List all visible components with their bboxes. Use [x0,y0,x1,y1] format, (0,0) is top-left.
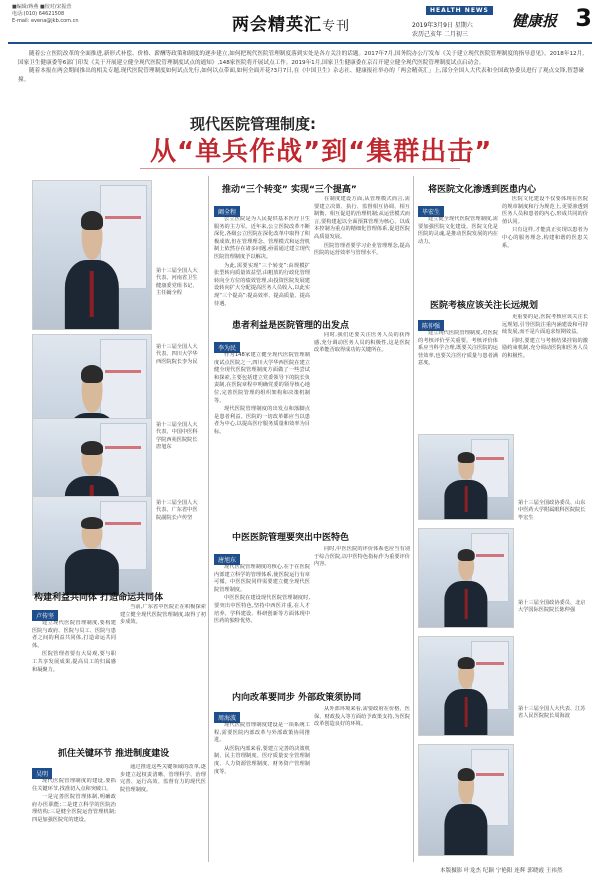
article-paragraph: 同时,我们还要关注医务人员的获得感,充分调动医务人员的积极性,这是医院改革能否取得成功的关键所在。 [314,332,410,354]
article-column [120,604,206,740]
section-title-sub: 专刊 [322,19,351,34]
masthead-contact [12,4,162,25]
issue-date-lunar: 农历己亥年 二月初三 [412,31,468,38]
article-paragraph: 从外部环境来看,需要政府在价格、医保、财政投入等方面给予政策支持,为医院改革创造良好的环境。 [314,706,410,728]
section-heading: 推动“三个转变” 实现“三个提高” [222,185,357,195]
section-heading: 抓住关键环节 推进制度建设 [58,749,170,759]
photo-credits [440,866,563,874]
article-paragraph: 只有这样,才能真正实现以患者为中心的服务理念,构建和谐的医患关系。 [502,227,588,249]
author-byline: 吴明 [32,768,52,779]
article-column [214,564,310,682]
photo-caption: 第十三届全国政协委员、北京大学国际医院院长陈仲强 [518,600,586,614]
article-column [214,216,310,312]
page-number: 3 [575,4,592,32]
column-divider [208,176,209,862]
article-paragraph: 现代医院管理制度的核心,在于在医院内部建立科学的管理体系,使医院运行有章可循。中医医院同样需要建立健全现代医院管理制度。 [214,564,310,593]
article-paragraph: 公立医院是为人民提供基本医疗卫生服务的主力军。近年来,公立医院改革不断深化,各级公立医院在深化改革中取得了积极成效,但在管理理念、管理模式和运营机制上依然存在诸多问题,亟需通过建立现代医院管理制度予以解决。 [214,216,310,260]
newspaper-logo: 健康报 [512,12,558,30]
portrait-photo [418,528,514,628]
article-column [314,196,410,312]
article-paragraph: 建立现代医院管理制度,对医院的考核评价至关重要。考核评价体系应当科学合理,既要关注医院的运营效率,也要关注医疗质量与患者满意度。 [418,330,498,367]
issue-date-main: 2019年3月9日 星期六 [412,22,473,29]
author-byline: 李为民 [214,342,240,353]
photo-caption: 第十三届全国政协委员、山东中医药大学附属眼科医院院长毕宏生 [518,500,586,521]
article-column [32,778,116,860]
headline-kicker: 现代医院管理制度: [190,115,316,133]
masthead-brand-block [392,4,592,40]
main-headline: 从“单兵作战”到“集群出击” [150,137,493,167]
article-column [502,196,588,292]
issue-date [412,20,473,38]
section-heading: 医院考核应该关注长远规划 [430,301,539,311]
article-column [314,332,410,522]
section-title-main: 两会精英汇 [232,15,322,35]
masthead [0,0,600,46]
photo-caption: 第十三届全国人大代表、江苏省人民医院院长周海波 [518,706,586,720]
author-byline: 陈仲强 [418,320,444,331]
health-news-tag: HEALTH NEWS [426,6,493,15]
photo-caption: 第十三届全国人大代表、四川大学华西医院院长李为民 [156,344,198,365]
photo-caption: 第十三届全国人大代表、中国中医科学院西苑医院院长唐旭东 [156,422,198,451]
article-paragraph: 在制度建设方面,从管理模式而言,需要建立决策、执行、监督相互协调、相互制衡、相互促进的治理机制;从运营模式而言,要构建起以全面预算管理为核心、以成本控制为重点的精细化管理体系,促进医院高质量发展。 [314,196,410,240]
editor-line: ■编辑/蒋燕 ■校对/宋振营 [12,4,72,10]
article-column [314,706,410,860]
column-divider [413,176,414,862]
article-paragraph: 现代医院管理制度建设是一项系统工程,需要医院内部改革与外部政策协同推进。 [214,722,310,744]
email-line: E-mail: evena@jkb.com.cn [12,18,79,24]
portrait-photo [418,744,514,856]
author-byline: 卢传坚 [32,610,58,621]
article-column [120,764,206,860]
article-paragraph: 同时,中医医院的评价体系也应当有别于综合医院,以中医特色指标作为重要评价内容。 [314,546,410,568]
person-figure [444,453,487,519]
article-paragraph: 现代医院管理制度的建设,要抓住关键环节,找准切入点和突破口。 [32,778,116,792]
intro-paragraph: 随着公立医院改革的全面推进,新形式补偿、价格、薪酬等政策和制度的逐步建立,如何把现代医院管理制度落到实处是各方关注的话题。2017年7月,国务院办公厅发布《关于建立现代医院管理制度的指导意见》。2018年12月,国家卫生健康委等6部门印发《关于开展建立健全现代医院管理制度试点的通知》,148家医院将开展试点工作。2019年1月,国家卫生健康委在京召开建立健全现代医院管理制度试点启动会。 [18,51,584,66]
portrait-photo [418,636,514,736]
intro-paragraph: 随着本报在两会期间推出的相关专题,现代医院管理制度如何试点先行,如何以点带面,如何全面开花?3月7日,在《中国卫生》杂志社、健康报社举办的「两会精英汇」上,部分全国人大代表和全国政协委员进行了观点交锋,智慧碰撞。 [18,68,584,83]
portrait-photo [32,180,152,330]
article-paragraph: 医院文化建设不仅要体现在医院的规章制度和行为规范上,更要渗透到医务人员和患者的内心,形成共同的价值认同。 [502,196,588,225]
author-byline: 毕宏生 [418,206,444,217]
article-column [314,546,410,682]
photo-credits-label: 本版摄影 [440,868,463,874]
article-column [214,722,310,860]
article-column [502,314,588,430]
section-heading: 中医医院管理要突出中医特色 [232,533,350,543]
section-heading: 患者利益是医院管理的出发点 [232,321,350,331]
article-paragraph: 医院管理者要学习企业管理理念,提高医院的运营效率与管理水平。 [314,242,410,257]
article-paragraph: 更重要的是,医院考核应该关注长远规划,引导医院注重内涵建设和可持续发展,而不是片面追求短期效益。 [502,314,588,336]
author-byline: 唐旭东 [214,554,240,565]
portrait-photo [32,496,152,596]
article-paragraph: 一是完善医院管理体制,明确政府办医职能;二是建立科学的医院治理结构;三是健全医院运营管理机制;四是加强医院党的建设。 [32,794,116,823]
article-column [32,620,116,740]
article-column [418,216,498,292]
section-heading: 将医院文化渗透到医患内心 [428,185,537,195]
phone-line: 电话:(010) 64621508 [12,11,65,17]
section-heading: 构建利益共同体 打造命运共同体 [34,593,164,603]
person-figure [444,769,487,855]
photo-caption: 第十三届全国人大代表、河南省卫生健康委党组书记、主任阚全程 [156,268,198,297]
photo-caption: 第十三届全国人大代表、广东省中医院副院长卢传坚 [156,500,198,521]
article-paragraph: 当前,广东省中医院正在积极探索建立健全现代医院管理制度,取得了初步成效。 [120,604,206,626]
article-paragraph: 为此,需要实现“三个转变”:由规模扩张型转向质量效益型,由粗放的行政化管理转向全方位的绩效管理,由投资医院发展建设转向扩大分配提高医务人员收入,以此实现“三个提高”:提高效率、提高质量、提高待遇。 [214,262,310,307]
person-figure [444,551,487,627]
article-column [418,330,498,430]
article-paragraph: 中医医院在建设现代医院管理制度时,要突出中医特色,坚持中西医并重,在人才培养、学科建设、科研创新等方面体现中医药的独特优势。 [214,595,310,625]
article-paragraph: 同时,要建立与考核结果挂钩的激励约束机制,充分调动医院和医务人员的积极性。 [502,337,588,359]
article-paragraph: 作为148家建立健全现代医院管理制度试点医院之一,四川大学华西医院在建立健全现代医院管理制度方面做了一些尝试和探索,主要包括建立党委领导下的院长负责制,在医院章程中明确党委的领导核心地位,完善医院管理的组织架构和决策机制等。 [214,352,310,404]
masthead-rule [8,42,592,44]
article-column [214,352,310,522]
article-paragraph: 建立健全现代医院管理制度,需要加强医院文化建设。医院文化是医院的灵魂,是推动医院发展的内在动力。 [418,216,498,245]
section-title [232,10,350,35]
section-heading: 内向改革要同步 外部政策须协同 [232,693,362,703]
portrait-photo [418,434,514,520]
headline-rule [140,168,460,169]
article-paragraph: 现代医院管理制度的出发点和落脚点是患者利益。医院的一切改革都应当以患者为中心,以提高医疗服务质量和效率为目标。 [214,406,310,435]
photo-credits-names: 叶龙杰 纪颖 宁艳阳 连辉 郭晓霞 王祎然 [464,868,563,874]
person-figure [444,659,487,735]
intro-text [18,50,584,84]
person-figure [65,214,119,329]
article-paragraph: 医院管理者要有大局观,要与职工共享发展成果,提高员工的归属感和凝聚力。 [32,651,116,673]
author-byline: 阚全程 [214,206,240,217]
person-figure [65,519,119,595]
author-byline: 周海波 [214,712,240,723]
article-paragraph: 通过推进这些关键领域的改革,逐步建立起权责清晰、管理科学、治理完善、运行高效、监督有力的现代医院管理制度。 [120,764,206,793]
article-paragraph: 建立现代医院管理制度,要构建医院与政府、医院与员工、医院与患者之间的利益共同体,打造命运共同体。 [32,620,116,649]
article-paragraph: 从医院内部来看,要建立完善的决策机制、民主管理制度、医疗质量安全管理制度、人力资源管理制度、财务资产管理制度等。 [214,745,310,775]
